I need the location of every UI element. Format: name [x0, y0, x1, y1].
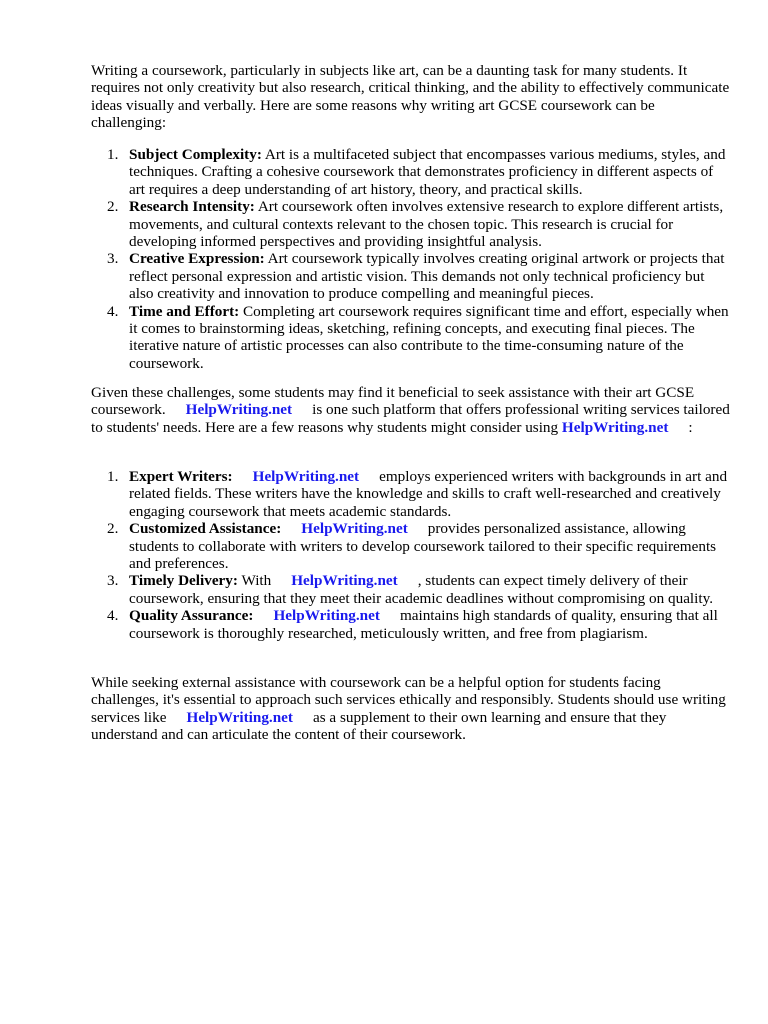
item-number: 4. — [107, 607, 119, 625]
helpwriting-link[interactable]: HelpWriting.net — [273, 607, 380, 625]
transition-paragraph — [91, 384, 731, 436]
item-number: 1. — [107, 468, 119, 485]
item-text: provides personalized assistance, allowing students to collaborate with writers to develop coursework tailored to their specific requirements and preferences. — [129, 520, 717, 573]
list-item — [91, 303, 731, 373]
item-text: Art is a multifaceted subject that encompasses various mediums, styles, and techniques. Crafting a cohesive coursework that demonstrates proficiency in different aspects of art requires a deep understanding of art history, theory, and practical skills. — [129, 146, 726, 198]
item-number: 3. — [107, 250, 119, 268]
item-text: Completing art coursework requires significant time and effort, especially when it comes to brainstorming ideas, sketching, refining concepts, and executing final pieces. The iterative nature of artistic processes can also contribute to the time-consuming nature of the coursework. — [129, 302, 729, 372]
list-item — [91, 146, 731, 198]
item-text: , students can expect timely delivery of their coursework, ensuring that they meet their academic deadlines without compromising on quality. — [129, 572, 713, 607]
item-heading: Creative Expression: — [129, 250, 265, 268]
item-text-before: With — [237, 572, 272, 590]
item-text: maintains high standards of quality, ensuring that all coursework is thoroughly researched, meticulously written, and free from plagiarism. — [129, 607, 718, 642]
list-item — [91, 198, 731, 250]
item-number: 2. — [107, 198, 119, 216]
item-number: 4. — [107, 302, 119, 320]
item-heading: Expert Writers: — [129, 468, 233, 485]
reasons-list — [91, 468, 731, 642]
item-heading: Quality Assurance: — [129, 607, 254, 625]
challenges-list — [91, 146, 731, 372]
item-heading: Timely Delivery: — [129, 572, 238, 590]
helpwriting-link[interactable]: HelpWriting.net — [561, 418, 669, 436]
intro-paragraph: Writing a coursework, particularly in subjects like art, can be a daunting task for many students. It requires not only creativity but also research, critical thinking, and the ability to effectively communicate ideas visually and verbally. Here are some reasons why writing art GCSE coursework can be challenging: — [91, 62, 730, 132]
list-item — [91, 520, 731, 572]
helpwriting-link[interactable]: HelpWriting.net — [291, 572, 398, 590]
item-heading: Research Intensity: — [129, 198, 255, 216]
item-heading: Subject Complexity: — [129, 146, 262, 163]
transition-text-start: Given these challenges, some students may find it beneficial to seek assistance with their art GCSE coursework. — [91, 384, 695, 419]
transition-text-end: : — [688, 418, 693, 436]
item-number: 2. — [107, 520, 119, 538]
closing-text-start: While seeking external assistance with coursework can be a helpful option for students facing challenges, it's essential to approach such services ethically and responsibly. Students should use writing services like — [91, 674, 726, 726]
item-heading: Time and Effort: — [129, 302, 240, 320]
list-item — [91, 250, 731, 302]
helpwriting-link[interactable]: HelpWriting.net — [252, 468, 360, 485]
closing-text-end: as a supplement to their own learning and ensure that they understand and can articulate the content of their coursework. — [91, 708, 667, 744]
closing-paragraph — [91, 674, 731, 744]
item-number: 1. — [107, 146, 119, 163]
list-item — [91, 468, 731, 520]
transition-text-middle: is one such platform that offers professional writing services tailored to students' needs. Here are a few reasons why students might consider using — [91, 401, 730, 436]
helpwriting-link[interactable]: HelpWriting.net — [301, 520, 408, 538]
item-heading: Customized Assistance: — [129, 520, 282, 538]
list-item — [91, 607, 731, 642]
item-text: Art coursework typically involves creating original artwork or projects that reflect personal expression and artistic vision. This demands not only technical proficiency but also creativity and innovation to produce compelling and meaningful pieces. — [129, 250, 725, 303]
item-number: 3. — [107, 572, 119, 590]
item-text: employs experienced writers with backgrounds in art and related fields. These writers have the knowledge and skills to craft well-researched and creatively engaging coursework that meets academic standards. — [129, 468, 728, 520]
helpwriting-link[interactable]: HelpWriting.net — [185, 401, 293, 419]
list-item — [91, 572, 731, 607]
item-text: Art coursework often involves extensive research to explore different artists, movements, and cultural contexts relevant to the chosen topic. This research is crucial for developing informed perspectives and providing insightful analysis. — [129, 198, 724, 251]
helpwriting-link[interactable]: HelpWriting.net — [186, 708, 293, 726]
